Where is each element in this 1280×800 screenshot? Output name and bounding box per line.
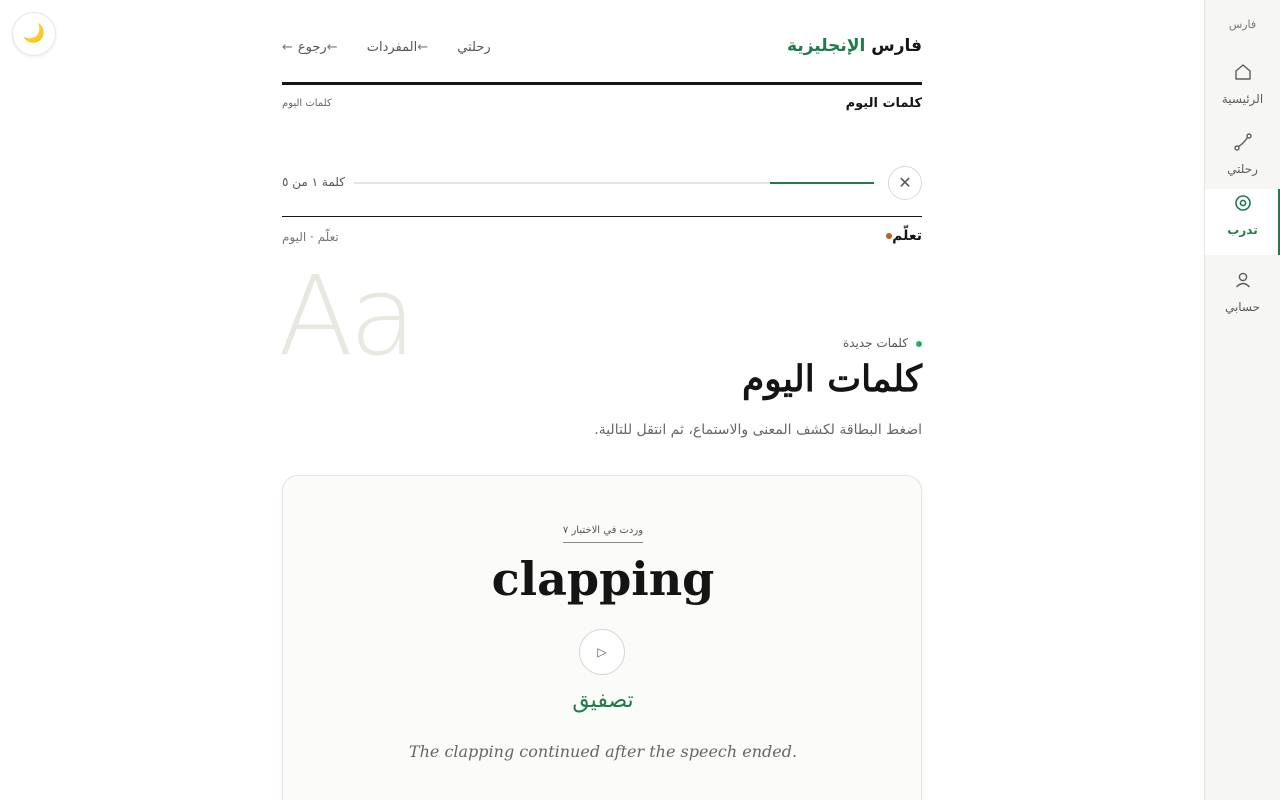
mode-title (878, 228, 922, 244)
flashcard-translation: تصفيق (572, 688, 634, 713)
nav-item-journey[interactable] (1205, 128, 1280, 194)
user-icon (1205, 270, 1280, 296)
nav-item-label: رحلتي (1227, 162, 1258, 176)
section-subtitle: كلمات اليوم (282, 98, 332, 109)
breadcrumb (282, 96, 922, 114)
section-title: كلمات اليوم (845, 96, 922, 111)
flashcard[interactable] (282, 475, 922, 800)
flashcard-word: clapping (491, 552, 715, 606)
nav-item-label: حسابي (1224, 300, 1261, 314)
mode-subtitle: تعلّم · اليوم (282, 230, 339, 244)
session-progress (282, 166, 922, 200)
mode-header (282, 228, 922, 248)
progress-fill (770, 182, 874, 184)
moon-icon: 🌙 (22, 23, 46, 44)
decorative-glyph: Aa (278, 252, 413, 380)
close-session-button[interactable] (888, 166, 922, 200)
nav-item-account[interactable] (1205, 266, 1280, 332)
brand-accent: الإنجليزية (787, 36, 866, 56)
progress-label: كلمة ١ من ٥ (282, 175, 345, 189)
play-icon: ▷ (597, 645, 607, 659)
rail-brand: فارس (1228, 18, 1257, 31)
nav-item-label: الرئيسية (1221, 92, 1264, 106)
vocab-link[interactable] (367, 40, 433, 55)
divider (282, 82, 922, 85)
arrow-left-icon: ← (417, 40, 429, 55)
progress-track (354, 182, 874, 184)
arrow-left-icon: ← (326, 40, 338, 55)
nav-item-practice[interactable] (1205, 189, 1280, 255)
new-words-text: كلمات جديدة (842, 336, 908, 350)
play-audio-button[interactable] (579, 629, 625, 675)
exam-badge-text: وردت في الاختبار ٧ (563, 525, 643, 543)
journey-link-label: رحلتي (457, 40, 491, 55)
header-links (282, 40, 511, 55)
page-description: اضغط البطاقة لكشف المعنى والاستماع، ثم انتقل للتالية. (594, 422, 922, 438)
app-logo[interactable] (787, 36, 922, 56)
nav-item-label: تدرب (1227, 223, 1258, 237)
status-dot (916, 341, 922, 347)
vocab-link-label: المفردات (366, 40, 418, 55)
close-icon: ✕ (898, 173, 912, 192)
arrow-left-icon: ← (282, 40, 293, 55)
target-icon (1205, 193, 1280, 219)
mode-title-text: تعلّم (892, 228, 922, 244)
brand-name: فارس (871, 36, 922, 56)
theme-toggle-button[interactable] (12, 12, 56, 56)
top-bar (282, 36, 922, 62)
side-nav (1204, 0, 1280, 800)
nav-item-home[interactable] (1205, 58, 1280, 124)
home-icon (1205, 62, 1280, 88)
new-words-label (843, 336, 922, 350)
flashcard-example: The clapping continued after the speech ended. (408, 742, 798, 761)
page-title: كلمات اليوم (742, 358, 922, 400)
path-icon (1205, 132, 1280, 158)
back-link-label: رجوع (297, 40, 327, 55)
divider (282, 216, 922, 217)
exam-badge (283, 518, 923, 543)
back-link[interactable] (298, 40, 343, 55)
